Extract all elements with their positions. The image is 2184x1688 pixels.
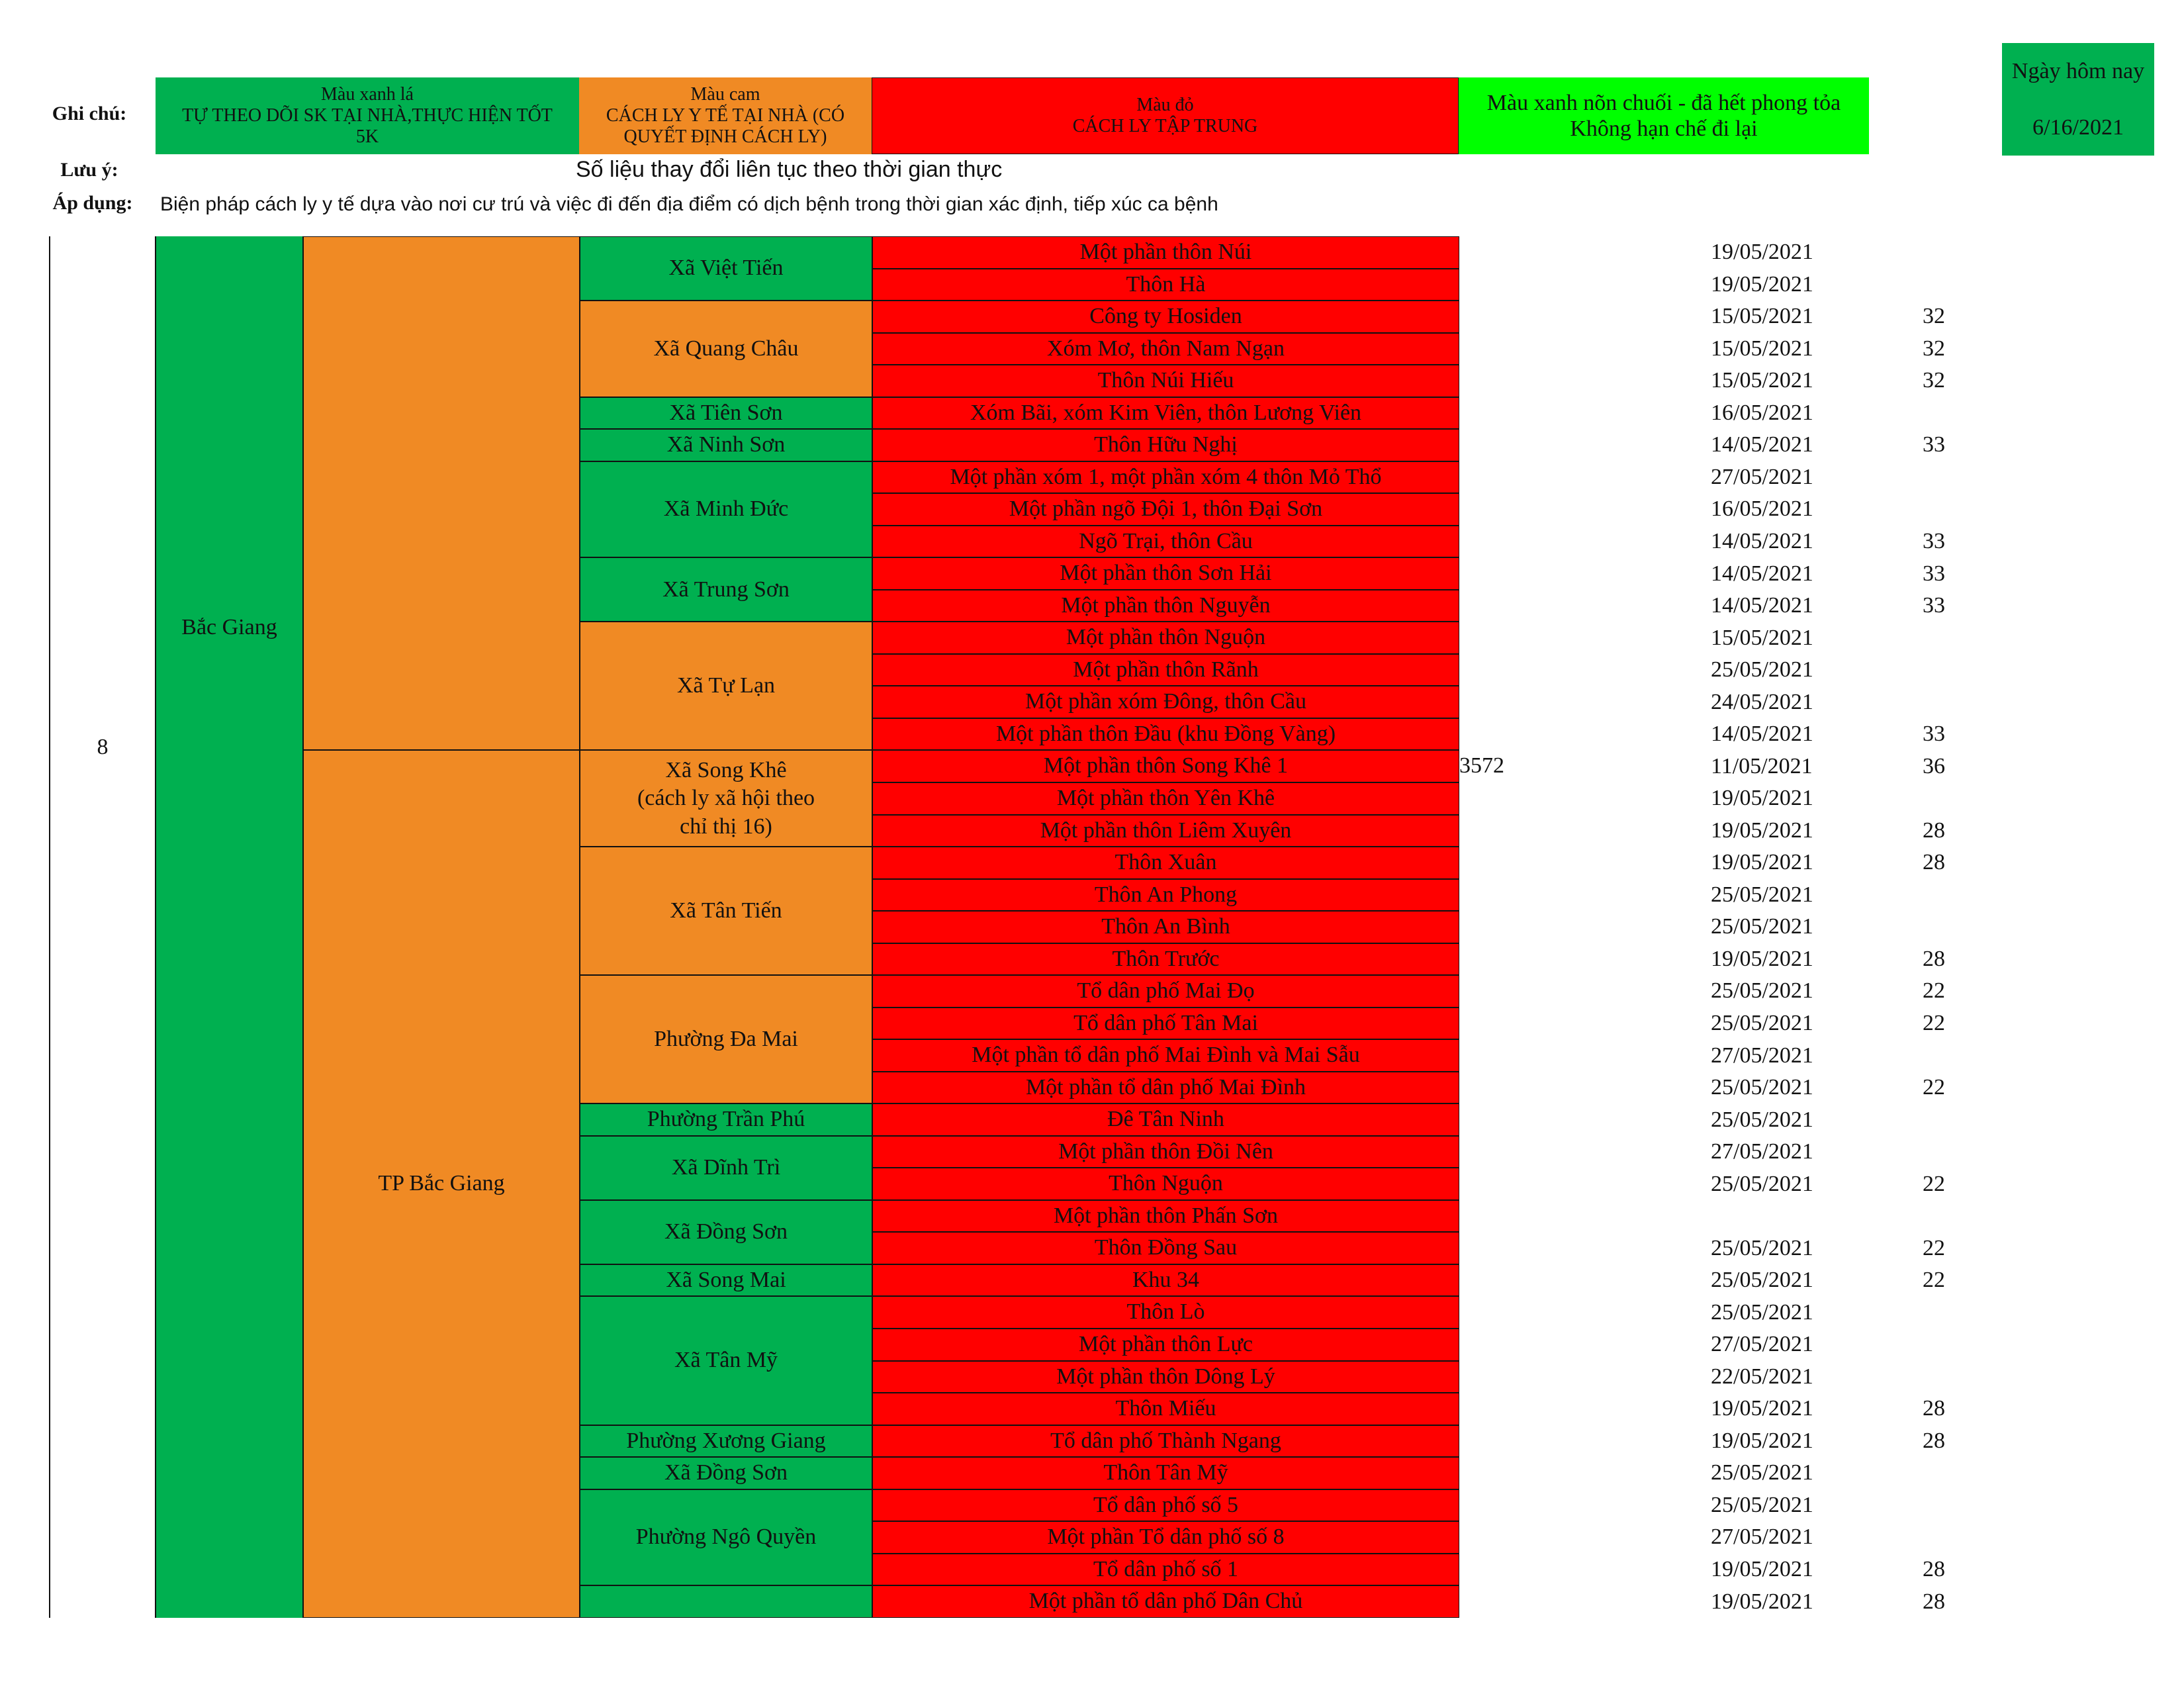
date-cell: 19/05/2021 (1711, 786, 1813, 811)
days-cell (1923, 1296, 1976, 1329)
address-cell: Xóm Mơ, thôn Nam Ngạn (872, 333, 1459, 365)
days-cell (1923, 622, 1976, 654)
legend-red-title: Màu đỏ (1136, 94, 1194, 115)
address-cell: Một phần tổ dân phố Dân Chủ (872, 1585, 1459, 1618)
date-cell: 15/05/2021 (1711, 336, 1813, 361)
address-cell: Tổ dân phố Thành Ngang (872, 1425, 1459, 1458)
date-cell (1711, 1200, 1856, 1233)
date-cell: 15/05/2021 (1711, 625, 1813, 650)
days-cell (1923, 654, 1976, 686)
days-cell (1923, 1200, 1976, 1233)
days-cell: 32 (1923, 304, 1945, 329)
date-cell: 27/05/2021 (1711, 1332, 1813, 1357)
address-cell: Tổ dân phố số 5 (872, 1489, 1459, 1522)
days-cell: 22 (1923, 1171, 1945, 1196)
date-cell: 14/05/2021 (1711, 432, 1813, 457)
date-cell: 19/05/2021 (1711, 818, 1813, 843)
days-cell: 36 (1923, 753, 1945, 778)
days-cell: 22 (1923, 1010, 1945, 1035)
commune-name: Xã Quang Châu (653, 336, 799, 361)
address-cell: Tổ dân phố số 1 (872, 1554, 1459, 1586)
address-cell: Thôn Trước (872, 943, 1459, 976)
commune-cell (580, 429, 872, 461)
address-cell: Thôn Hà (872, 269, 1459, 301)
date-cell: 25/05/2021 (1711, 1075, 1813, 1100)
date-cell: 27/05/2021 (1711, 1043, 1813, 1068)
address-cell: Ngõ Trại, thôn Cầu (872, 526, 1459, 558)
date-cell: 25/05/2021 (1711, 1492, 1813, 1517)
commune-name: Xã Tân Tiến (670, 898, 782, 923)
days-cell: 33 (1923, 722, 1945, 747)
address-cell: Một phần tổ dân phố Mai Đình và Mai Sẫu (872, 1039, 1459, 1072)
date-cell: 16/05/2021 (1711, 496, 1813, 522)
address-cell: Thôn An Phong (872, 879, 1459, 912)
days-cell: 22 (1923, 1268, 1945, 1293)
commune-name: Xã Tiên Sơn (669, 400, 783, 425)
commune-cell (580, 1296, 872, 1425)
commune-cell (580, 847, 872, 975)
commune-cell (580, 236, 872, 301)
address-cell: Đê Tân Ninh (872, 1103, 1459, 1136)
address-cell: Một phần thôn Núi (872, 236, 1459, 269)
days-cell: 33 (1923, 593, 1945, 618)
commune-cell (580, 461, 872, 558)
days-cell (1923, 1489, 1976, 1522)
legend-red (872, 77, 1459, 154)
apply-text: Biện pháp cách ly y tế dựa vào nơi cư trú và việc đi đến địa điểm có dịch bệnh trong thời gian xác định, tiếp xúc ca bệnh (160, 193, 1218, 215)
commune-name: Phường Đa Mai (654, 1026, 798, 1051)
address-cell: Một phần thôn Liêm Xuyên (872, 815, 1459, 847)
commune-name: Xã Ninh Sơn (666, 432, 786, 457)
address-cell: Một phần thôn Phấn Sơn (872, 1200, 1459, 1233)
date-cell: 27/05/2021 (1711, 1524, 1813, 1550)
address-cell: Thôn Miếu (872, 1393, 1459, 1425)
address-cell: Một phần tổ dân phố Mai Đình (872, 1072, 1459, 1104)
commune-cell (580, 1103, 872, 1136)
legend-orange-title: Màu cam (690, 83, 760, 105)
date-cell: 19/05/2021 (1711, 240, 1813, 265)
date-cell: 27/05/2021 (1711, 1139, 1813, 1164)
remark-text: Số liệu thay đổi liên tục theo thời gian thực (576, 157, 1003, 182)
days-cell: 28 (1923, 1589, 1945, 1614)
commune-name: Phường Trần Phú (647, 1107, 805, 1132)
legend-green-text: TỰ THEO DÕI SK TẠI NHÀ,THỰC HIỆN TỐT 5K (182, 105, 553, 148)
commune-cell (580, 1489, 872, 1586)
commune-name: Xã Tân Mỹ (674, 1348, 778, 1373)
days-cell (1923, 879, 1976, 912)
days-cell: 28 (1923, 1396, 1945, 1421)
note-label: Ghi chú: (52, 103, 127, 124)
days-cell: 22 (1923, 978, 1945, 1004)
commune-cell (580, 301, 872, 397)
date-cell: 25/05/2021 (1711, 1010, 1813, 1035)
days-cell: 28 (1923, 1556, 1945, 1581)
date-cell: 24/05/2021 (1711, 689, 1813, 714)
commune-name: Xã Trung Sơn (662, 577, 790, 602)
date-cell: 11/05/2021 (1711, 753, 1813, 778)
date-cell: 25/05/2021 (1711, 657, 1813, 682)
days-cell (1923, 782, 1976, 815)
date-cell: 19/05/2021 (1711, 1396, 1813, 1421)
address-cell: Một phần thôn Đồi Nên (872, 1136, 1459, 1168)
commune-name: Xã Minh Đức (663, 496, 789, 522)
commune-cell (580, 1585, 872, 1618)
date-cell: 25/05/2021 (1711, 1107, 1813, 1132)
address-cell: Tổ dân phố Mai Đọ (872, 975, 1459, 1008)
address-cell: Thôn Lò (872, 1296, 1459, 1329)
address-cell: Thôn Tân Mỹ (872, 1457, 1459, 1489)
address-cell: Công ty Hosiden (872, 301, 1459, 333)
date-cell: 25/05/2021 (1711, 1460, 1813, 1485)
days-cell (1923, 1136, 1976, 1168)
date-cell: 25/05/2021 (1711, 1171, 1813, 1196)
address-cell: Một phần thôn Nguyễn (872, 590, 1459, 622)
date-cell: 19/05/2021 (1711, 271, 1813, 297)
address-cell: Một phần xóm Đông, thôn Cầu (872, 686, 1459, 718)
commune-name: Xã Đồng Sơn (664, 1219, 788, 1244)
address-cell: Thôn An Bình (872, 911, 1459, 943)
date-cell: 25/05/2021 (1711, 914, 1813, 939)
address-cell: Khu 34 (872, 1264, 1459, 1297)
date-cell: 15/05/2021 (1711, 304, 1813, 329)
days-cell: 33 (1923, 432, 1945, 457)
address-cell: Thôn Xuân (872, 847, 1459, 879)
date-cell: 14/05/2021 (1711, 561, 1813, 586)
address-cell: Thôn Nguộn (872, 1168, 1459, 1200)
date-cell: 25/05/2021 (1711, 1235, 1813, 1260)
commune-cell (580, 557, 872, 622)
legend-orange-text: CÁCH LY Y TẾ TẠI NHÀ (CÓ QUYẾT ĐỊNH CÁCH LY) (606, 105, 845, 148)
commune-name: Xã Dĩnh Trì (671, 1155, 781, 1180)
days-cell: 32 (1923, 336, 1945, 361)
days-cell (1923, 911, 1976, 943)
commune-cell (580, 1457, 872, 1489)
days-cell: 32 (1923, 368, 1945, 393)
commune-name: Xã Song Khê (cách ly xã hội theo chỉ thị 16) (637, 757, 815, 839)
case-count: 3572 (1459, 753, 1504, 778)
days-cell (1923, 1103, 1976, 1136)
address-cell: Một phần thôn Song Khê 1 (872, 750, 1459, 782)
commune-cell (580, 622, 872, 750)
days-cell: 22 (1923, 1235, 1945, 1260)
address-cell: Một phần ngõ Đội 1, thôn Đại Sơn (872, 493, 1459, 526)
address-cell: Một phần thôn Rãnh (872, 654, 1459, 686)
province-cell (155, 236, 303, 1618)
commune-cell (580, 1136, 872, 1200)
legend-green-title: Màu xanh lá (321, 83, 414, 105)
address-cell: Một phần xóm 1, một phần xóm 4 thôn Mỏ Thổ (872, 461, 1459, 494)
date-cell: 19/05/2021 (1711, 946, 1813, 971)
date-cell: 19/05/2021 (1711, 1556, 1813, 1581)
days-cell: 28 (1923, 818, 1945, 843)
commune-cell (580, 750, 872, 847)
commune-name: Xã Tự Lạn (676, 673, 776, 698)
address-cell: Một phần thôn Đầu (khu Đồng Vàng) (872, 718, 1459, 751)
days-cell: 22 (1923, 1075, 1945, 1100)
date-cell: 19/05/2021 (1711, 1589, 1813, 1614)
address-cell: Một phần thôn Sơn Hải (872, 557, 1459, 590)
legend-lime-line2: Không hạn chế đi lại (1570, 117, 1758, 141)
date-cell: 19/05/2021 (1711, 1428, 1813, 1453)
address-cell: Một phần Tổ dân phố số 8 (872, 1521, 1459, 1554)
date-cell: 14/05/2021 (1711, 593, 1813, 618)
commune-cell (580, 397, 872, 430)
days-cell (1923, 1329, 1976, 1361)
commune-name: Phường Xương Giang (626, 1428, 826, 1453)
days-cell: 33 (1923, 561, 1945, 586)
date-cell: 16/05/2021 (1711, 400, 1813, 425)
legend-red-text: CÁCH LY TẬP TRUNG (1072, 116, 1258, 136)
apply-label: Áp dụng: (52, 192, 133, 214)
days-cell (1923, 1039, 1976, 1072)
days-cell (1923, 1521, 1976, 1554)
date-cell: 27/05/2021 (1711, 464, 1813, 489)
remark-label: Lưu ý: (60, 159, 118, 181)
address-cell: Thôn Núi Hiếu (872, 365, 1459, 397)
district-lower-cell (303, 750, 580, 1618)
date-cell: 25/05/2021 (1711, 882, 1813, 907)
days-cell (1923, 461, 1976, 494)
date-cell: 25/05/2021 (1711, 1299, 1813, 1325)
commune-cell (580, 1200, 872, 1264)
address-cell: Một phần thôn Nguộn (872, 622, 1459, 654)
today-date: 6/16/2021 (2032, 115, 2124, 140)
days-cell (1923, 236, 1976, 269)
today-label: Ngày hôm nay (2011, 58, 2145, 83)
district-lower-name: TP Bắc Giang (378, 1171, 505, 1196)
commune-name: Xã Đồng Sơn (664, 1460, 788, 1485)
commune-cell (580, 1264, 872, 1297)
address-cell: Một phần thôn Yên Khê (872, 782, 1459, 815)
commune-name: Xã Song Mai (666, 1267, 786, 1292)
commune-cell (580, 1425, 872, 1458)
days-cell: 28 (1923, 1428, 1945, 1453)
address-cell: Thôn Hữu Nghị (872, 429, 1459, 461)
days-cell (1923, 686, 1976, 718)
days-cell (1923, 1361, 1976, 1393)
date-cell: 19/05/2021 (1711, 850, 1813, 875)
address-cell: Tổ dân phố Tân Mai (872, 1008, 1459, 1040)
days-cell (1923, 493, 1976, 526)
district-upper-cell (303, 236, 580, 750)
days-cell (1923, 269, 1976, 301)
address-cell: Một phần thôn Lực (872, 1329, 1459, 1361)
province-name: Bắc Giang (181, 615, 277, 639)
days-cell: 28 (1923, 850, 1945, 875)
date-cell: 22/05/2021 (1711, 1364, 1813, 1389)
legend-lime (1459, 77, 1869, 154)
date-cell: 25/05/2021 (1711, 1268, 1813, 1293)
days-cell (1923, 397, 1976, 430)
commune-name: Phường Ngô Quyền (635, 1524, 817, 1550)
days-cell: 28 (1923, 946, 1945, 971)
legend-lime-line1: Màu xanh nõn chuối - đã hết phong tỏa (1486, 90, 1841, 115)
commune-name: Xã Việt Tiến (668, 256, 784, 281)
legend-green (156, 77, 579, 154)
date-cell: 15/05/2021 (1711, 368, 1813, 393)
date-cell: 14/05/2021 (1711, 529, 1813, 554)
date-cell: 25/05/2021 (1711, 978, 1813, 1004)
stt-cell: 8 (97, 735, 109, 760)
address-cell: Xóm Bãi, xóm Kim Viên, thôn Lương Viên (872, 397, 1459, 430)
days-cell: 33 (1923, 529, 1945, 554)
days-cell (1923, 1457, 1976, 1489)
address-cell: Thôn Đồng Sau (872, 1232, 1459, 1264)
today-box (2002, 43, 2154, 156)
date-cell: 14/05/2021 (1711, 722, 1813, 747)
commune-cell (580, 975, 872, 1103)
legend-orange (579, 77, 872, 154)
address-cell: Một phần thôn Dông Lý (872, 1361, 1459, 1393)
